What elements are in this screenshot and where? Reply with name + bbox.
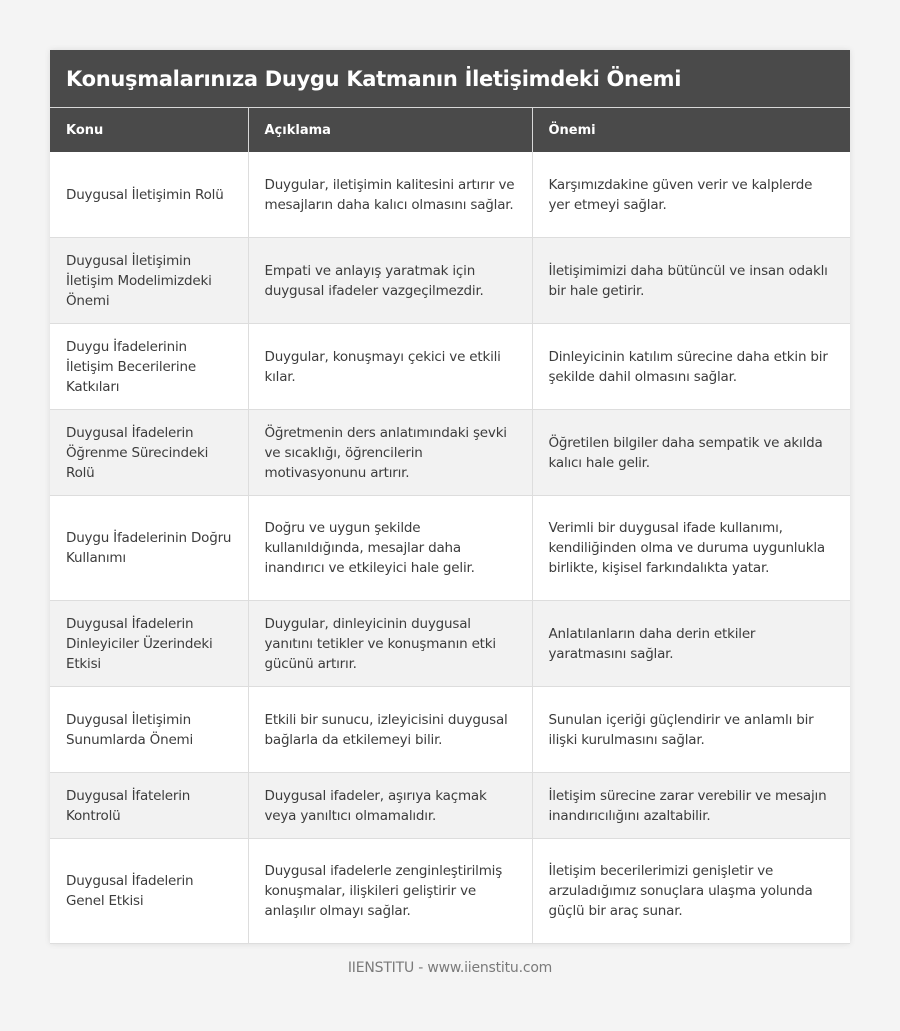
table-body bbox=[50, 152, 850, 944]
cell-aciklama: Duygular, konuşmayı çekici ve etkili kılar. bbox=[248, 324, 532, 410]
cell-konu: Duygusal İfadelerin Genel Etkisi bbox=[50, 839, 248, 944]
table-row bbox=[50, 839, 850, 944]
cell-aciklama: Duygusal ifadeler, aşırıya kaçmak veya yanıltıcı olmamalıdır. bbox=[248, 773, 532, 839]
page-title: Konuşmalarınıza Duygu Katmanın İletişimdeki Önemi bbox=[66, 66, 682, 91]
table-header bbox=[50, 108, 850, 152]
cell-onemi: İletişim sürecine zarar verebilir ve mesajın inandırıcılığını azaltabilir. bbox=[532, 773, 850, 839]
cell-aciklama: Duygusal ifadelerle zenginleştirilmiş konuşmalar, ilişkileri geliştirir ve anlaşılır olmayı sağlar. bbox=[248, 839, 532, 944]
cell-aciklama: Doğru ve uygun şekilde kullanıldığında, mesajlar daha inandırıcı ve etkileyici hale gelir. bbox=[248, 496, 532, 601]
header-row bbox=[50, 108, 850, 152]
cell-onemi: Karşımızdakine güven verir ve kalplerde yer etmeyi sağlar. bbox=[532, 152, 850, 238]
footer-credit: IIENSTITU - www.iienstitu.com bbox=[347, 960, 553, 976]
table-row bbox=[50, 687, 850, 773]
column-header-konu: Konu bbox=[50, 108, 248, 152]
cell-konu: Duygusal İfatelerin Kontrolü bbox=[50, 773, 248, 839]
table-card bbox=[50, 50, 850, 944]
cell-aciklama: Duygular, iletişimin kalitesini artırır ve mesajların daha kalıcı olmasını sağlar. bbox=[248, 152, 532, 238]
table-row bbox=[50, 238, 850, 324]
cell-onemi: Anlatılanların daha derin etkiler yaratmasını sağlar. bbox=[532, 601, 850, 687]
cell-aciklama: Duygular, dinleyicinin duygusal yanıtını tetikler ve konuşmanın etki gücünü artırır. bbox=[248, 601, 532, 687]
table-row bbox=[50, 324, 850, 410]
cell-konu: Duygusal İfadelerin Öğrenme Sürecindeki Rolü bbox=[50, 410, 248, 496]
cell-konu: Duygu İfadelerinin İletişim Becerilerine Katkıları bbox=[50, 324, 248, 410]
cell-aciklama: Empati ve anlayış yaratmak için duygusal ifadeler vazgeçilmezdir. bbox=[248, 238, 532, 324]
cell-onemi: Öğretilen bilgiler daha sempatik ve akılda kalıcı hale gelir. bbox=[532, 410, 850, 496]
cell-konu: Duygu İfadelerinin Doğru Kullanımı bbox=[50, 496, 248, 601]
cell-aciklama: Öğretmenin ders anlatımındaki şevki ve sıcaklığı, öğrencilerin motivasyonunu artırır. bbox=[248, 410, 532, 496]
cell-aciklama: Etkili bir sunucu, izleyicisini duygusal bağlarla da etkilemeyi bilir. bbox=[248, 687, 532, 773]
table-row bbox=[50, 496, 850, 601]
table-row bbox=[50, 601, 850, 687]
column-header-onemi: Önemi bbox=[532, 108, 850, 152]
cell-konu: Duygusal İletişimin Sunumlarda Önemi bbox=[50, 687, 248, 773]
cell-konu: Duygusal İletişimin Rolü bbox=[50, 152, 248, 238]
data-table bbox=[50, 108, 850, 944]
cell-onemi: Sunulan içeriği güçlendirir ve anlamlı bir ilişki kurulmasını sağlar. bbox=[532, 687, 850, 773]
cell-onemi: İletişim becerilerimizi genişletir ve arzuladığımız sonuçlara ulaşma yolunda güçlü bir araç sunar. bbox=[532, 839, 850, 944]
title-bar bbox=[50, 50, 850, 108]
table-row bbox=[50, 152, 850, 238]
cell-onemi: Dinleyicinin katılım sürecine daha etkin bir şekilde dahil olmasını sağlar. bbox=[532, 324, 850, 410]
table-row bbox=[50, 410, 850, 496]
column-header-aciklama: Açıklama bbox=[248, 108, 532, 152]
table-row bbox=[50, 773, 850, 839]
cell-konu: Duygusal İfadelerin Dinleyiciler Üzerindeki Etkisi bbox=[50, 601, 248, 687]
cell-onemi: Verimli bir duygusal ifade kullanımı, kendiliğinden olma ve duruma uygunlukla birlikte, kişisel farkındalıkta yatar. bbox=[532, 496, 850, 601]
cell-konu: Duygusal İletişimin İletişim Modelimizdeki Önemi bbox=[50, 238, 248, 324]
cell-onemi: İletişimimizi daha bütüncül ve insan odaklı bir hale getirir. bbox=[532, 238, 850, 324]
